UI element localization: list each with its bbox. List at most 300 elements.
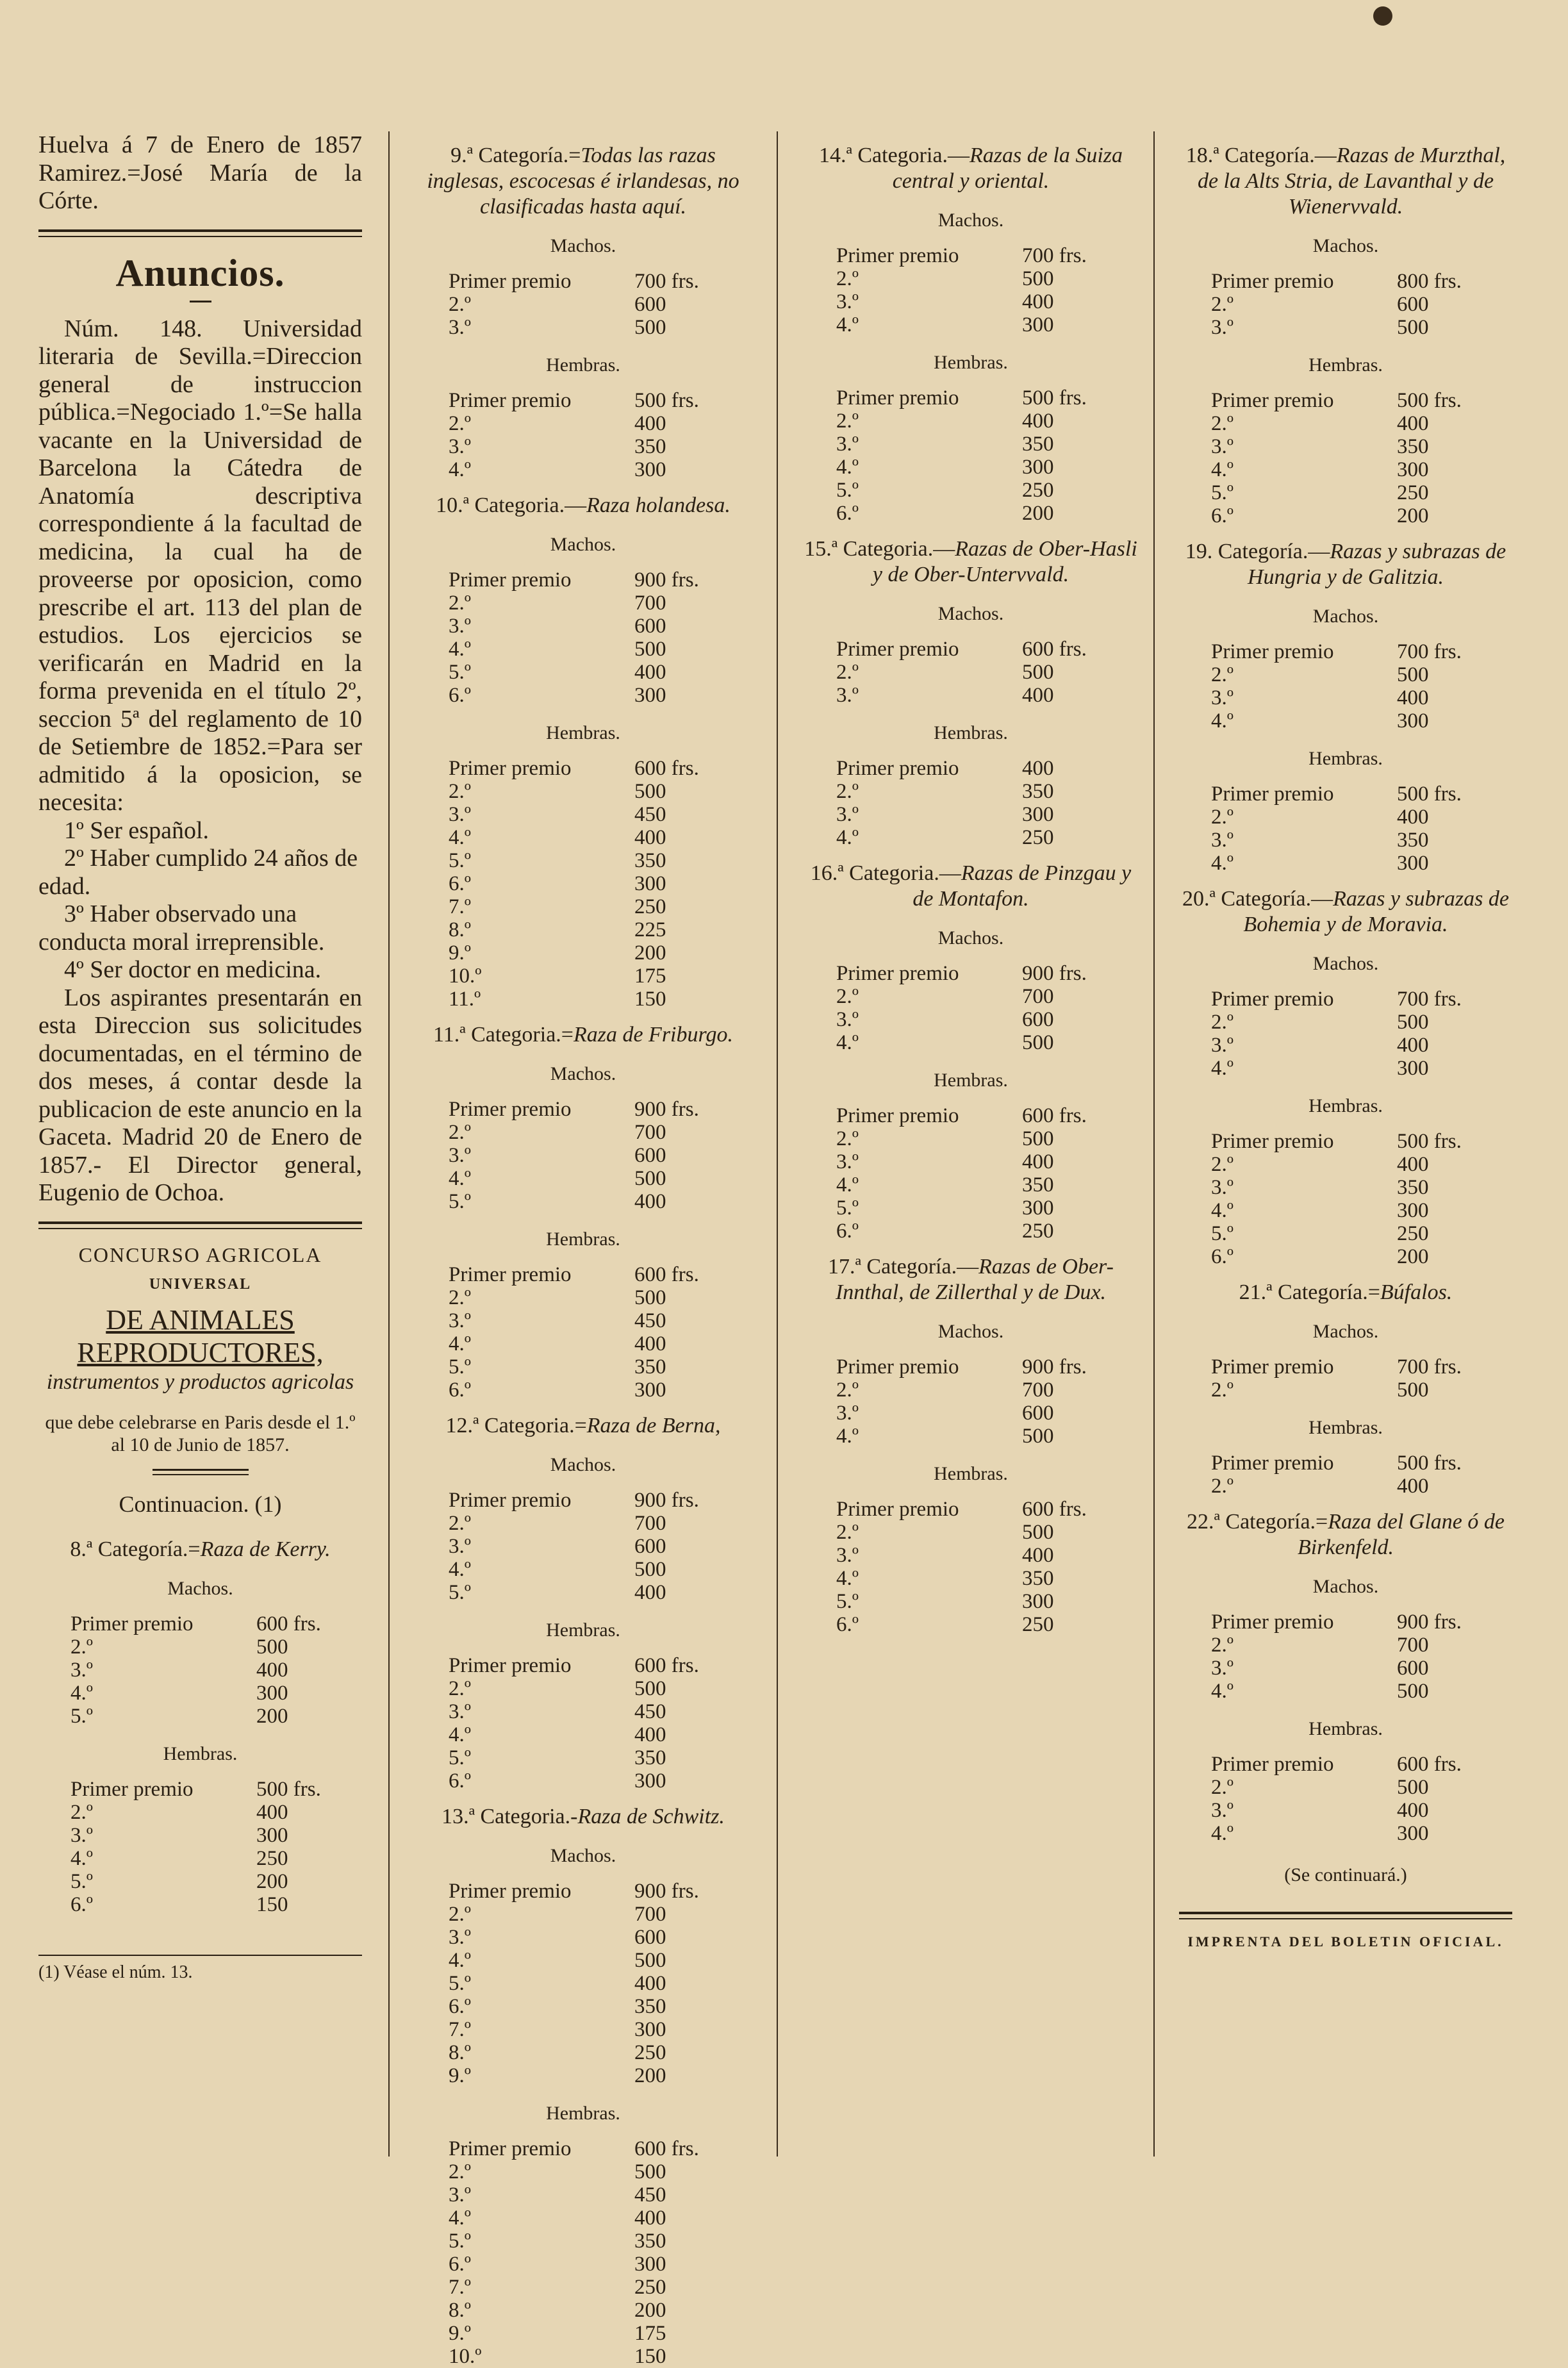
prize-amount: 400	[1397, 1153, 1429, 1176]
prize-rank: 3.º	[449, 1144, 471, 1167]
prize-rank: 3.º	[836, 803, 859, 826]
prize-amount: 150	[634, 2345, 666, 2368]
prize-row	[70, 1824, 321, 1847]
prize-row	[449, 941, 699, 965]
hembras-prize-table	[70, 1778, 321, 1916]
prize-amount: 400	[1397, 806, 1429, 829]
leader-dots	[609, 1769, 634, 1793]
prize-row	[836, 1521, 1087, 1544]
prize-row	[449, 918, 699, 941]
prize-row	[1211, 806, 1462, 829]
prize-amount: 600 frs.	[1022, 1498, 1087, 1521]
leader-dots	[996, 1150, 1022, 1173]
prize-row	[70, 1778, 321, 1801]
prize-amount: 500	[1022, 267, 1054, 290]
prize-row	[70, 1635, 321, 1659]
prize-rank: 2.º	[70, 1635, 93, 1659]
prize-rank: 8.º	[449, 2299, 471, 2322]
leader-dots	[996, 410, 1022, 433]
prize-row	[449, 1880, 699, 1903]
prize-rank: 11.º	[449, 988, 481, 1011]
leader-dots	[609, 412, 634, 435]
leader-dots	[609, 1535, 634, 1558]
prize-amount: 200	[634, 941, 666, 965]
leader-dots	[609, 1355, 634, 1379]
prize-row	[449, 1512, 699, 1535]
leader-dots	[1371, 1475, 1397, 1498]
prize-row	[449, 872, 699, 895]
prize-rank: 6.º	[449, 1769, 471, 1793]
prize-row	[836, 1173, 1087, 1196]
prize-amount: 300	[1022, 313, 1054, 336]
prize-row	[449, 1746, 699, 1769]
leader-dots	[996, 1521, 1022, 1544]
prize-row	[1211, 1176, 1462, 1199]
prize-amount: 500 frs.	[1397, 1130, 1462, 1153]
prize-rank: 2.º	[1211, 1153, 1234, 1176]
hembras-heading: Hembras.	[934, 1070, 1008, 1091]
leader-dots	[609, 965, 634, 988]
prize-rank: 5.º	[449, 1581, 471, 1604]
prize-rank: 4.º	[70, 1681, 93, 1705]
prize-rank: 2.º	[836, 661, 859, 684]
leader-dots	[996, 1008, 1022, 1031]
prize-row	[449, 1167, 699, 1190]
prize-rank: 2.º	[449, 780, 471, 803]
double-rule	[38, 1221, 362, 1229]
prize-amount: 400	[634, 826, 666, 849]
prize-rank: Primer premio	[836, 962, 959, 985]
hembras-prize-table	[836, 1498, 1087, 1636]
leader-dots	[609, 293, 634, 316]
prize-amount: 700	[634, 1512, 666, 1535]
leader-dots	[609, 1880, 634, 1903]
prize-row	[449, 2018, 699, 2041]
machos-heading: Machos.	[1312, 606, 1379, 627]
machos-prize-table	[836, 1355, 1087, 1448]
prize-row	[449, 435, 699, 458]
prize-rank: Primer premio	[1211, 1355, 1334, 1379]
prize-amount: 500	[634, 1949, 666, 1972]
leader-dots	[996, 661, 1022, 684]
machos-heading: Machos.	[937, 603, 1004, 624]
prize-amount: 200	[256, 1869, 288, 1893]
prize-row	[449, 615, 699, 638]
prize-amount: 300	[1022, 1196, 1054, 1220]
prize-row	[1211, 988, 1462, 1011]
prize-rank: 6.º	[1211, 504, 1234, 527]
prize-amount: 400	[256, 1658, 288, 1682]
leader-dots	[1371, 1034, 1397, 1057]
prize-amount: 450	[634, 1700, 666, 1723]
prize-rank: 2.º	[449, 293, 471, 316]
prize-row	[1211, 1610, 1462, 1634]
prize-rank: 6.º	[449, 872, 471, 895]
prize-row	[449, 1654, 699, 1677]
prize-rank: 4.º	[1211, 1057, 1234, 1080]
prize-rank: 10.º	[449, 2345, 482, 2368]
prize-row	[836, 386, 1087, 410]
leader-dots	[609, 2183, 634, 2207]
prize-amount: 300	[1022, 1590, 1054, 1613]
category-breed: Razas de Ober-Innthal, de Zillerthal y de Dux.	[835, 1255, 1114, 1304]
prize-row	[449, 780, 699, 803]
leader-dots	[996, 244, 1022, 267]
machos-prize-table	[1211, 988, 1462, 1080]
prize-rank: Primer premio	[1211, 640, 1334, 663]
leader-dots	[609, 1903, 634, 1926]
prize-row	[1211, 389, 1462, 412]
prize-amount: 350	[634, 1995, 666, 2018]
prize-amount: 350	[1397, 435, 1429, 458]
leader-dots	[996, 502, 1022, 525]
prize-rank: 4.º	[1211, 852, 1234, 875]
leader-dots	[609, 1167, 634, 1190]
prize-amount: 300	[1022, 456, 1054, 479]
prize-amount: 400	[634, 1190, 666, 1213]
prize-row	[449, 684, 699, 707]
leader-dots	[609, 1995, 634, 2018]
prize-rank: 5.º	[449, 1972, 471, 1995]
prize-amount: 350	[1022, 1173, 1054, 1196]
prize-rank: 2.º	[449, 592, 471, 615]
leader-dots	[1371, 1057, 1397, 1080]
prize-row	[70, 1893, 321, 1916]
machos-prize-table	[1211, 270, 1462, 339]
prize-rank: Primer premio	[836, 244, 959, 267]
prize-rank: 2.º	[836, 1521, 859, 1544]
prize-row	[836, 1031, 1087, 1054]
prize-row	[1211, 709, 1462, 733]
machos-prize-table	[1211, 1355, 1462, 1402]
machos-prize-table	[836, 962, 1087, 1054]
prize-amount: 500	[634, 1558, 666, 1581]
prize-row	[1211, 1379, 1462, 1402]
hembras-prize-table	[449, 1263, 699, 1402]
prize-row	[1211, 1057, 1462, 1080]
prize-amount: 150	[634, 988, 666, 1011]
prize-row	[449, 592, 699, 615]
category-title	[804, 1254, 1137, 1305]
prize-rank: 3.º	[1211, 1657, 1234, 1680]
prize-amount: 700	[1022, 985, 1054, 1008]
requirement-4: 4º Ser doctor en medicina.	[64, 956, 322, 983]
category-block	[417, 493, 750, 1011]
leader-dots	[609, 2160, 634, 2183]
prize-rank: Primer premio	[836, 1104, 959, 1127]
leader-dots	[1371, 640, 1397, 663]
prize-rank: Primer premio	[449, 389, 572, 412]
category-breed: Raza holandesa.	[586, 493, 730, 517]
category-block	[804, 536, 1137, 849]
leader-dots	[1371, 852, 1397, 875]
category-block	[417, 1022, 750, 1402]
leader-dots	[609, 1379, 634, 1402]
leader-dots	[996, 1220, 1022, 1243]
prize-rank: 2.º	[70, 1800, 93, 1824]
prize-amount: 500	[1022, 1521, 1054, 1544]
prize-amount: 500	[1022, 1425, 1054, 1448]
leader-dots	[1371, 412, 1397, 435]
leader-dots	[609, 2299, 634, 2322]
prize-amount: 400	[1022, 757, 1054, 780]
prize-rank: 3.º	[449, 615, 471, 638]
prize-row	[449, 2230, 699, 2253]
category-breed: Raza de Berna,	[586, 1414, 721, 1437]
category-breed: Todas las razas inglesas, escocesas é irlandesas, no clasificadas hasta aquí.	[427, 144, 739, 219]
category-title	[1179, 886, 1512, 938]
leader-dots	[996, 433, 1022, 456]
leader-dots	[1371, 1379, 1397, 1402]
category-title	[1179, 539, 1512, 590]
hembras-prize-table	[836, 386, 1087, 525]
prize-amount: 300	[256, 1823, 288, 1847]
prize-row	[449, 1903, 699, 1926]
prize-amount: 700	[1397, 1634, 1429, 1657]
prize-rank: 4.º	[449, 1723, 471, 1746]
category-breed: Raza de Friburgo.	[573, 1023, 733, 1047]
leader-dots	[1371, 1776, 1397, 1799]
leader-dots	[1371, 270, 1397, 293]
leader-dots	[609, 941, 634, 965]
prize-amount: 450	[634, 1309, 666, 1332]
leader-dots	[996, 386, 1022, 410]
previous-notice-signature: Huelva á 7 de Enero de 1857 Ramirez.=José María de la Córte.	[38, 131, 362, 214]
prize-rank: 6.º	[449, 2253, 471, 2276]
prize-rank: 6.º	[836, 1613, 859, 1636]
leader-dots	[609, 1972, 634, 1995]
category-number: 20.ª Categoría.—	[1182, 887, 1333, 911]
leader-dots	[609, 826, 634, 849]
prize-row	[836, 1220, 1087, 1243]
leader-dots	[609, 2064, 634, 2087]
leader-dots	[996, 684, 1022, 707]
category-number: 15.ª Categoria.—	[804, 537, 955, 561]
leader-dots	[1371, 389, 1397, 412]
prize-row	[1211, 1475, 1462, 1498]
leader-dots	[609, 1263, 634, 1286]
prize-row	[1211, 504, 1462, 527]
prize-rank: 6.º	[836, 502, 859, 525]
prize-rank: 5.º	[1211, 481, 1234, 504]
leader-dots	[996, 962, 1022, 985]
machos-heading: Machos.	[1312, 1321, 1379, 1342]
leader-dots	[609, 638, 634, 661]
prize-amount: 500	[634, 1677, 666, 1700]
prize-amount: 500	[634, 316, 666, 339]
prize-rank: 2.º	[1211, 1776, 1234, 1799]
leader-dots	[609, 918, 634, 941]
prize-amount: 700 frs.	[1397, 1355, 1462, 1379]
prize-row	[449, 1379, 699, 1402]
hembras-prize-table	[1211, 389, 1462, 527]
prize-amount: 300	[634, 1769, 666, 1793]
column-1	[38, 131, 362, 2176]
prize-rank: 3.º	[836, 1150, 859, 1173]
prize-amount: 700	[634, 1121, 666, 1144]
category-number: 19. Categoría.—	[1185, 540, 1330, 563]
leader-dots	[609, 1332, 634, 1355]
hembras-heading: Hembras.	[546, 1229, 620, 1250]
prize-amount: 500	[634, 780, 666, 803]
prize-amount: 500	[634, 638, 666, 661]
machos-prize-table	[449, 568, 699, 707]
prize-amount: 350	[1397, 1176, 1429, 1199]
leader-dots	[609, 684, 634, 707]
prize-rank: 2.º	[836, 267, 859, 290]
leader-dots	[1371, 1753, 1397, 1776]
prize-amount: 400	[1397, 1799, 1429, 1822]
prize-row	[1211, 1034, 1462, 1057]
prize-amount: 400	[634, 412, 666, 435]
machos-heading: Machos.	[937, 927, 1004, 948]
category-title	[417, 493, 750, 518]
category-number: 22.ª Categoría.=	[1187, 1510, 1328, 1534]
short-double-rule	[153, 1469, 249, 1475]
prize-rank: 5.º	[836, 479, 859, 502]
prize-rank: Primer premio	[449, 270, 572, 293]
prize-amount: 400	[1022, 1150, 1054, 1173]
prize-row	[1211, 293, 1462, 316]
prize-amount: 250	[1022, 479, 1054, 502]
leader-dots	[1371, 481, 1397, 504]
prize-row	[1211, 1199, 1462, 1222]
prize-row	[449, 826, 699, 849]
prize-row	[1211, 1753, 1462, 1776]
column-rule	[777, 131, 778, 2157]
machos-prize-table	[449, 1098, 699, 1213]
prize-amount: 300	[1397, 709, 1429, 733]
prize-row	[70, 1801, 321, 1824]
hembras-prize-table	[449, 2137, 699, 2368]
prize-row	[836, 1498, 1087, 1521]
prize-rank: 5.º	[449, 2230, 471, 2253]
category-number: 10.ª Categoria.—	[436, 493, 587, 517]
prize-rank: 2.º	[836, 1379, 859, 1402]
leader-dots	[609, 1512, 634, 1535]
prize-amount: 500 frs.	[1397, 389, 1462, 412]
prize-row	[449, 2137, 699, 2160]
prize-rank: 4.º	[1211, 709, 1234, 733]
prize-amount: 500	[1397, 1379, 1429, 1402]
leader-dots	[1371, 709, 1397, 733]
prize-rank: Primer premio	[1211, 1610, 1334, 1634]
prize-amount: 250	[634, 2276, 666, 2299]
prize-rank: 4.º	[836, 1031, 859, 1054]
prize-row	[836, 410, 1087, 433]
prize-rank: 2.º	[449, 1677, 471, 1700]
leader-dots	[996, 1544, 1022, 1567]
prize-rank: 2.º	[836, 780, 859, 803]
prize-amount: 400	[634, 2207, 666, 2230]
notice-body: Núm. 148. Universidad literaria de Sevilla.=Direccion general de instruccion pública.=Negociado 1.º=Se halla vacante en la Universidad de Barcelona la Cátedra de Anatomía descriptiva correspondiente á la facultad de medicina, la cual ha de proveerse por oposicion, como prescribe el art. 113 del plan de estudios. Los ejercicios se verificarán en Madrid en la forma prevenida en el título 2º, seccion 5ª del reglamento de 10 de Setiembre de 1852.=Para ser admitido á la oposicion, se necesita:	[38, 315, 362, 816]
leader-dots	[1371, 435, 1397, 458]
prize-rank: 3.º	[1211, 1176, 1234, 1199]
hembras-prize-table	[1211, 782, 1462, 875]
requirement-1: 1º Ser español.	[64, 816, 210, 844]
prize-amount: 300	[1022, 803, 1054, 826]
prize-rank: 3.º	[70, 1658, 93, 1682]
category-title	[804, 143, 1137, 194]
prize-row	[836, 1196, 1087, 1220]
leader-dots	[1371, 806, 1397, 829]
prize-rank: 2.º	[449, 1121, 471, 1144]
prize-rank: 5.º	[449, 1190, 471, 1213]
category-block	[804, 143, 1137, 525]
category-block	[417, 143, 750, 481]
prize-amount: 600	[1022, 1402, 1054, 1425]
leader-dots	[996, 313, 1022, 336]
prize-rank: Primer premio	[1211, 270, 1334, 293]
continuation-label: Continuacion. (1)	[119, 1491, 282, 1517]
leader-dots	[1371, 504, 1397, 527]
leader-dots	[609, 1700, 634, 1723]
leader-dots	[609, 270, 634, 293]
prize-row	[449, 2207, 699, 2230]
prize-row	[449, 988, 699, 1011]
leader-dots	[996, 757, 1022, 780]
leader-dots	[609, 2137, 634, 2160]
prize-rank: 4.º	[449, 1558, 471, 1581]
prize-rank: 7.º	[449, 2276, 471, 2299]
prize-rank: 6.º	[449, 1379, 471, 1402]
leader-dots	[1371, 1199, 1397, 1222]
prize-row	[1211, 1130, 1462, 1153]
machos-prize-table	[1211, 1610, 1462, 1703]
prize-row	[836, 684, 1087, 707]
prize-rank: 2.º	[1211, 663, 1234, 686]
prize-rank: Primer premio	[1211, 1753, 1334, 1776]
prize-row	[449, 568, 699, 592]
prize-amount: 200	[1397, 504, 1429, 527]
prize-amount: 900 frs.	[1022, 962, 1087, 985]
prize-amount: 600 frs.	[1022, 638, 1087, 661]
machos-prize-table	[449, 1489, 699, 1604]
category-title	[804, 536, 1137, 588]
leader-dots	[231, 1612, 256, 1635]
category-breed: Razas y subrazas de Bohemia y de Moravia.	[1243, 887, 1509, 936]
prize-rank: 4.º	[836, 1425, 859, 1448]
column-2	[417, 131, 750, 2368]
category-number: 11.ª Categoria.=	[433, 1023, 574, 1047]
prize-row	[836, 1127, 1087, 1150]
prize-rank: 5.º	[70, 1869, 93, 1893]
prize-rank: 2.º	[836, 985, 859, 1008]
prize-rank: 3.º	[449, 2183, 471, 2207]
prize-row	[1211, 1222, 1462, 1245]
dates-line: que debe celebrarse en Paris desde el 1.º al 10 de Junio de 1857.	[45, 1411, 356, 1455]
leader-dots	[996, 1173, 1022, 1196]
prize-rank: 2.º	[449, 2160, 471, 2183]
prize-rank: Primer premio	[836, 386, 959, 410]
category-breed: Razas de Murzthal, de la Alts Stria, de Lavanthal y de Wienervvald.	[1197, 144, 1506, 219]
leader-dots	[609, 988, 634, 1011]
requirement-3: 3º Haber observado una conducta moral irreprensible.	[38, 900, 325, 956]
leader-dots	[231, 1705, 256, 1728]
prize-row	[449, 293, 699, 316]
hembras-heading: Hembras.	[546, 722, 620, 743]
prize-rank: Primer premio	[1211, 389, 1334, 412]
prize-row	[449, 1309, 699, 1332]
prize-row	[836, 1355, 1087, 1379]
prize-row	[1211, 1355, 1462, 1379]
prize-row	[836, 290, 1087, 313]
prize-amount: 500	[1397, 1011, 1429, 1034]
prize-amount: 600 frs.	[634, 1654, 699, 1677]
prize-row	[449, 412, 699, 435]
prize-row	[449, 316, 699, 339]
requirement-2: 2º Haber cumplido 24 años de edad.	[38, 845, 358, 900]
